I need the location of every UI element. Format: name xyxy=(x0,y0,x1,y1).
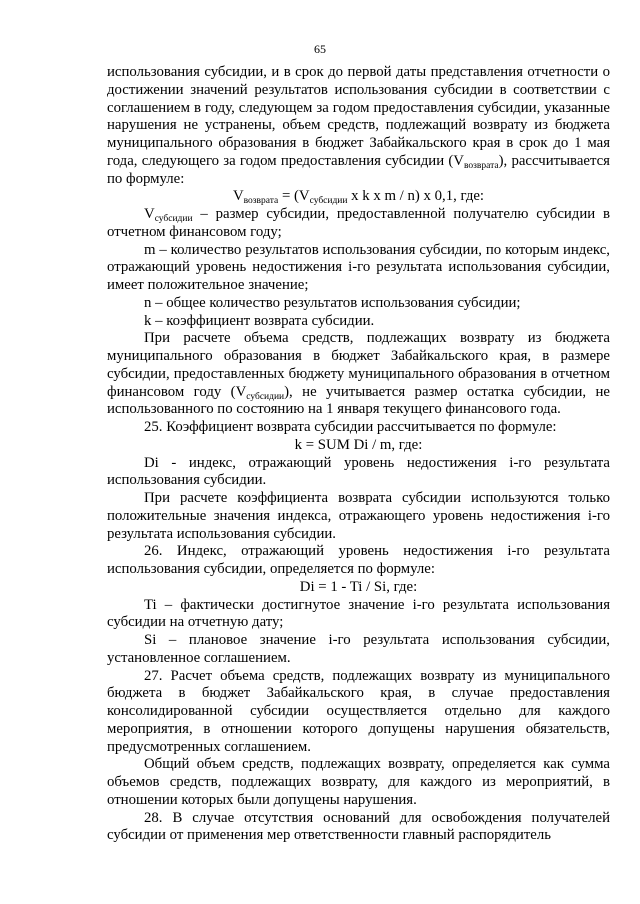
definition-v-subsidy: $V_{субсидии}$ – размер субсидии, предоставленной получателю субсидии в отчетном финансовом году; xyxy=(107,206,610,240)
definition-n: n – общее количество результатов использования субсидии; xyxy=(144,294,521,311)
paragraph-intro-text: использования субсидии, и в срок до первой даты представления отчетности о достижении значений результатов использования субсидии в соответствии с соглашением в году, следующем за годом предоставления субсидии, указанные нарушения не устранены, объем средств, подлежащий возврату из бюджета муниципального образования в бюджет Забайкальского края в срок до 1 мая года, следующего за годом предоставления субсидии (V xyxy=(107,64,610,169)
page-number: 65 xyxy=(314,42,326,56)
formula-return-coefficient: k = SUM Di / m, где: xyxy=(294,436,423,453)
formula-return-volume: $V_{возврата} = (V_{субсидии}$ x k x m / n) x 0,1, где: xyxy=(232,188,485,207)
subscript: субсидии xyxy=(246,391,285,402)
clause-28: 28. В случае отсутствия оснований для освобождения получателей субсидии от применения мер ответственности главный распорядитель xyxy=(107,809,610,844)
subscript: возврата xyxy=(243,196,279,207)
definition-ti: Ti – фактически достигнутое значение i-го результата использования субсидии на отчетную дату; xyxy=(107,596,610,631)
paragraph-positive-values: При расчете коэффициента возврата субсидии используются только положительные значения индекса, отражающего уровень недостижения i-го результата использования субсидии. xyxy=(107,490,610,542)
paragraph-calculation-note: При расчете объема средств, подлежащих возврату из бюджета муниципального образования в бюджет Забайкальского края, в размере субсидии, предоставленных бюджету муниципального образования в отчетном финансовом году $(V_{субсидии})$, не учитывается размер остатка субсидии, не использованного по состоянию на 1 января текущего финансового года. xyxy=(107,330,610,418)
paragraph-intro-end: ), рассчитывается по формуле: xyxy=(107,152,610,187)
definition-di: Di - индекс, отражающий уровень недостижения i-го результата использования субсидии. xyxy=(107,454,610,489)
definition-m: m – количество результатов использования субсидии, по которым индекс, отражающий уровень недостижения i-го результата использования субсидии, имеет положительное значение; xyxy=(107,241,610,293)
clause-27: 27. Расчет объема средств, подлежащих возврату из муниципального бюджета в бюджет Забайкальского края, в случае предоставления консолидированной субсидии осуществляется отдельно для каждого мероприятия, в отношении которого допущены нарушения обязательств, предусмотренных соглашением. xyxy=(107,667,610,755)
document-body xyxy=(107,64,610,845)
definition-k: k – коэффициент возврата субсидии. xyxy=(144,312,375,329)
subscript: субсидии xyxy=(154,214,193,224)
clause-26: 26. Индекс, отражающий уровень недостижения i-го результата использования субсидии, определяется по формуле: xyxy=(107,543,610,577)
definition-si: Si – плановое значение i-го результата использования субсидии, установленное соглашением. xyxy=(107,632,610,666)
clause-25: 25. Коэффициент возврата субсидии рассчитывается по формуле: xyxy=(144,419,557,435)
paragraph-intro xyxy=(107,64,610,188)
formula-index: Di = 1 - Ti / Si, где: xyxy=(299,578,418,595)
paragraph-total-volume: Общий объем средств, подлежащих возврату, определяется как сумма объемов средств, подлежащих возврату, для каждого из мероприятий, в отношении которых были допущены нарушения. xyxy=(107,756,610,808)
subscript: субсидии xyxy=(309,196,348,207)
subscript: возврата xyxy=(463,160,499,171)
